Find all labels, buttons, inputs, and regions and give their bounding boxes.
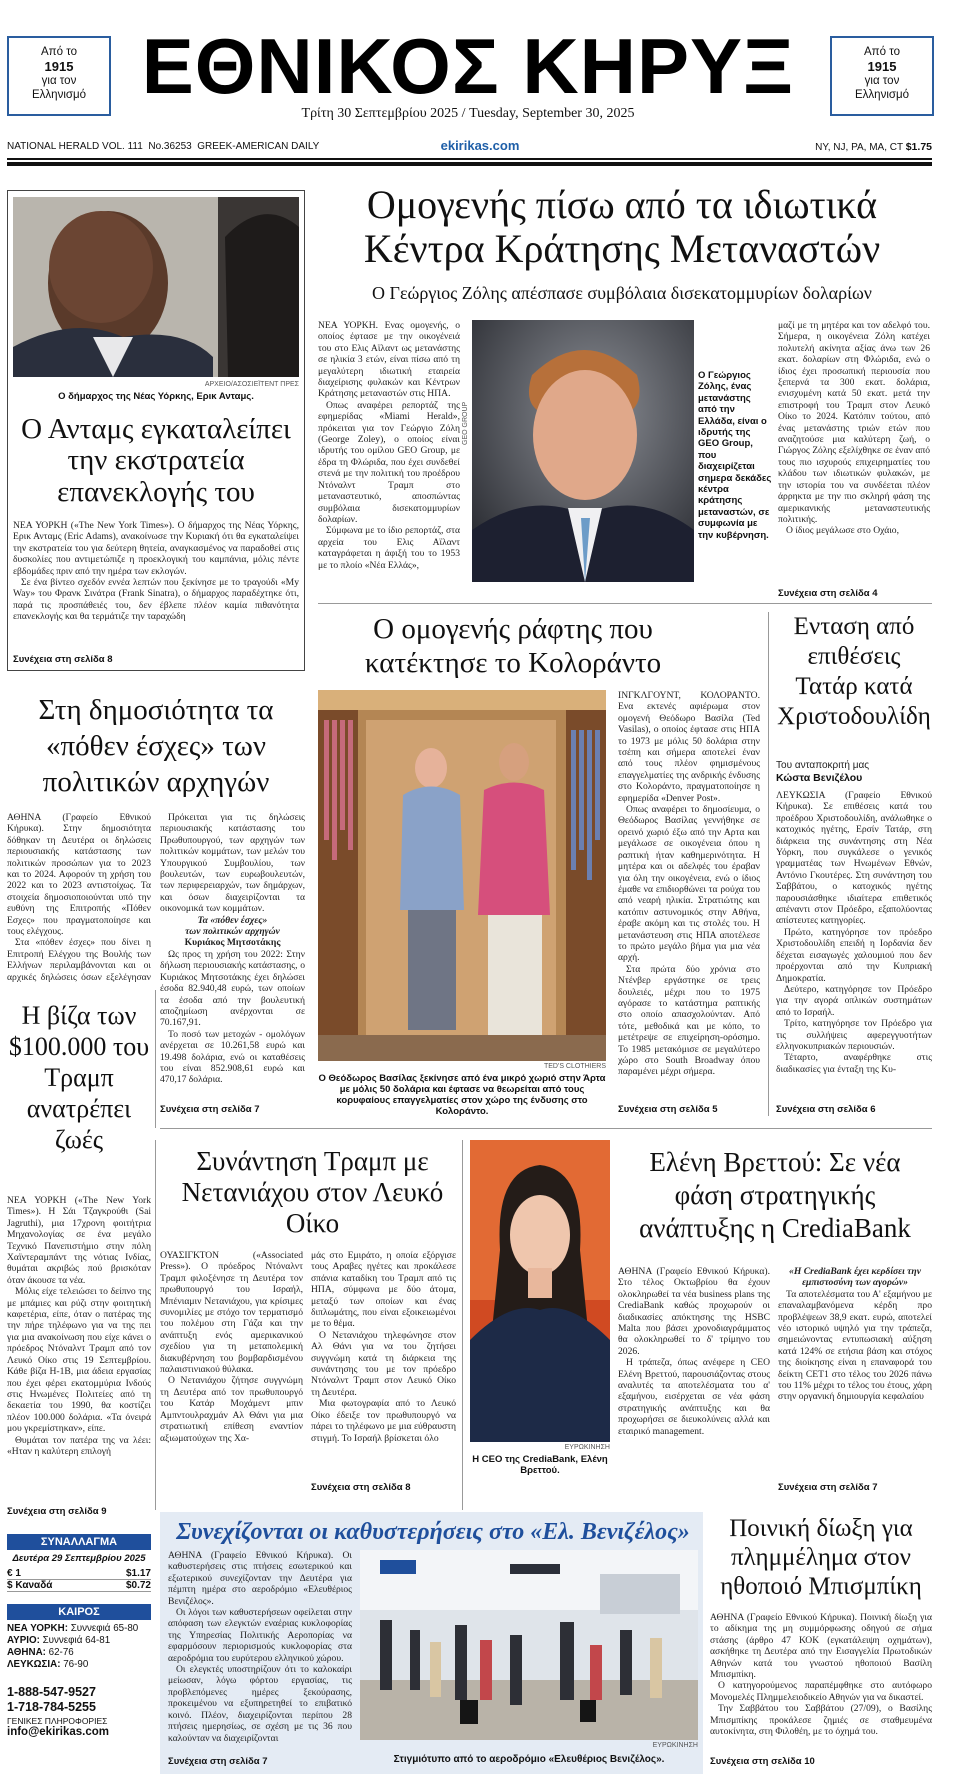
lead-subhead: Ο Γεώργιος Ζόλης απέσπασε συμβόλαια δισεκατομμυρίων δολαρίων bbox=[372, 283, 872, 303]
tatar-paragraph: Δεύτερο, κατηγόρησε τον Πρόεδρο για την αγορά οπλικών συστημάτων από το Ισραήλ. bbox=[776, 983, 932, 1018]
airport-body bbox=[168, 1550, 352, 1750]
tatar-body bbox=[776, 790, 932, 1090]
airport-terminal-image bbox=[360, 1550, 698, 1740]
exchange-label: € 1 bbox=[7, 1568, 21, 1579]
netanyahu-continued[interactable]: Συνέχεια στη σελίδα 8 bbox=[311, 1482, 411, 1493]
pothen-subhead: των πολιτικών αρχηγών bbox=[185, 926, 280, 938]
brettou-paragraph: Τα αποτελέσματα του Α' εξαμήνου με επαναλαμβανόμενα κέρδη προ προβλέψεων 38,9 εκατ. ευρώ, αποτελεί νέο ιστορικό υψηλό για την τράπεζα, σημειώνοντας εντυπωσιακή αύξηση κατά 124% σε ετήσια βάση και στόχος της διοίκησης είναι η επαναφορά του δείκτη CET1 στο τέλος του 2026 πάνω του 11% μέχρι το τέλος του έτους, χάρη στην οργανική δημιουργία κεφαλαίου bbox=[778, 1288, 932, 1403]
visa-continued[interactable]: Συνέχεια στη σελίδα 9 bbox=[7, 1506, 107, 1517]
pothen-paragraph: Πρόκειται για τις δηλώσεις περιουσιακής κατάστασης του Πρωθυπουργού, των αρχηγών των πολιτικών κομμάτων, των μελών του Υπουργικού Συμβουλίου, των βουλευτών, των ευρωβουλευτών, των περιφερειαρχών, των δημάρχων, και όσων διαχειρίζονται τα οικονομικά των κομμάτων. bbox=[160, 812, 305, 915]
lead-body-col3 bbox=[778, 320, 930, 582]
airport-photo-caption: Στιγμιότυπο από το αεροδρόμιο «Ελευθέριος Βενιζέλος». bbox=[393, 1754, 665, 1765]
visa-headline[interactable]: Η βίζα των $100.000 του Τραμπ ανατρέπει ζωές bbox=[8, 1001, 150, 1154]
masthead-rule-thick bbox=[7, 162, 932, 166]
tailor-body bbox=[618, 690, 760, 1088]
airport-paragraph: ΑΘΗΝΑ (Γραφείο Εθνικού Κήρυκα). Οι καθυστερήσεις στις πτήσεις εσωτερικού και εξωτερικού συνεχίζονταν την Δευτέρα για πέμπτη ημέρα στο αεροδρόμιο «Ελευθέριος Βενιζέλος». bbox=[168, 1550, 352, 1607]
netanyahu-paragraph: Ο Νετανιάχου ζήτησε συγγνώμη τη Δευτέρα από τον πρωθυπουργό του Κατάρ Μοχάμεντ μπιν Αμπντουλραχμάν Αλ Θάνι για μια στρατιωτική επίθεση εναντίον αξιωματούχων της Χα- bbox=[160, 1375, 303, 1444]
visa-paragraph: ΝΕΑ ΥΟΡΚΗ («The New York Times»). Η Σάι Τζαγκρούθι (Sai Jagruthi), μια 17χρονη φοιτήτρια Μηχανολογίας σε ένα μεγάλο Τεχνικό Πανεπιστήμιο στην πόλη Χαϊντεραμπάντ της νότιας Ινδίας, θυμάται ακριβώς πού βρισκόταν όταν άκουσε τα νέα. bbox=[7, 1195, 151, 1286]
adams-paragraph: ΝΕΑ ΥΟΡΚΗ («The New York Times»). Ο δήμαρχος της Νέας Υόρκης, Ερικ Ανταμς (Eric Adams), ανακοίνωσε την Κυριακή ότι θα εγκαταλείψει την εκστρατεία του για δεύτερη θητεία, αναγκασμένος να παραδοθεί στις δυσκολίες που αντιμετώπιζε η προεκλογική του καμπάνια, μόλις πέντε εβδομάδες πριν από την ημέρα των εκλογών. bbox=[13, 520, 299, 577]
weather-label: ΑΘΗΝΑ: bbox=[7, 1647, 46, 1658]
contact-phone[interactable]: 1-888-547-9527 bbox=[7, 1685, 96, 1699]
contact-phone[interactable]: 1-718-784-5255 bbox=[7, 1700, 96, 1714]
lead-continued[interactable]: Συνέχεια στη σελίδα 4 bbox=[778, 588, 878, 599]
badge-line4: Ελληνισμό bbox=[855, 88, 909, 101]
website-link[interactable]: ekirikas.com bbox=[440, 138, 520, 153]
masthead-title: ΕΘΝΙΚΟΣ ΚΗΡΥΞ bbox=[141, 22, 795, 110]
weather-title: ΚΑΙΡΟΣ bbox=[7, 1604, 151, 1620]
airport-headline[interactable]: Συνεχίζονται οι καθυστερήσεις στο «Ελ. Βενιζέλος» bbox=[176, 1519, 690, 1545]
adams-photo-credit: ΑΡΧΕΙΟ/ΑΣΟΣΙΕΪΤΕΝΤ ΠΡΕΣ bbox=[204, 381, 299, 388]
exchange-value: $1.17 bbox=[125, 1568, 151, 1579]
brettou-photo bbox=[470, 1140, 610, 1442]
weather-row bbox=[7, 1635, 151, 1647]
weather-value: Συννεφιά 65-80 bbox=[70, 1623, 139, 1634]
lead-paragraph: Σύμφωνα με το ίδιο ρεπορτάζ, στα αρχεία του Ελις Αϊλαντ καταγράφεται η άφιξή του το 1953 με το πλοίο «Νέα Ελλάς», bbox=[318, 525, 460, 571]
price: $1.75 bbox=[905, 141, 932, 153]
adams-photo-caption: Ο δήμαρχος της Νέας Υόρκης, Ερικ Ανταμς. bbox=[58, 391, 254, 402]
exchange-row bbox=[7, 1580, 151, 1592]
contact-label: ΓΕΝΙΚΕΣ ΠΛΗΡΟΦΟΡΙΕΣ bbox=[7, 1716, 108, 1726]
lead-paragraph: ΝΕΑ ΥΟΡΚΗ. Ενας ομογενής, ο οποίος έφτασε με την οικογένειά του στο Ελις Αϊλαντ ως μετανάστης σε ηλικία 3 ετών, είναι πίσω από τη μεγαλύτερη ιδιωτική εταιρεία διαχείρισης φυλακών και Κέντρων Κράτησης μεταναστών στις ΗΠΑ. bbox=[318, 320, 460, 400]
pothen-body-col2 bbox=[160, 812, 305, 1104]
pothen-subhead: Τα «πόθεν έσχες» bbox=[197, 914, 268, 926]
brettou-subhead: «Η CrediaBank έχει κερδίσει την εμπιστοσύνη των αγορών» bbox=[789, 1266, 921, 1289]
netanyahu-paragraph: Μια φωτογραφία από το Λευκό Οίκο έδειξε τον πρωθυπουργό να πάρει το τηλέφωνο με μια εύθραυστη στιγμή. Το Ισραήλ βρίσκεται όλο bbox=[311, 1398, 456, 1444]
tailor-photo-credit: TED'S CLOTHIERS bbox=[543, 1063, 606, 1070]
actor-paragraph: Ο κατηγορούμενος παραπέμφθηκε στο αυτόφωρο Μονομελές Πλημμελειοδικείο Αθηνών για να δικαστεί. bbox=[710, 1680, 932, 1703]
section-rule bbox=[160, 1128, 932, 1129]
lead-paragraph: μαζί με τη μητέρα και τον αδελφό του. Σήμερα, η οικογένεια Ζόλη κατέχει πολυτελή ακίνητα αξίας άνω των 26 εκατ. δολαρίων στη Φλώριδα, ενώ ο ίδιος έχει προσωπική περιουσία που ξεπερνά τα 300 εκατ. δολάρια, ενισχυμένη κατά 50 εκατ. μετά την επιστροφή του Τραμπ στον Λευκό Οίκο το 2024. Κατόπιν τούτου, από ένας μετανάστης τριών ετών που αναζητούσε μια καλύτερη ζωή, ο Γιώργος Ζόλης εξελίχθηκε σε έναν από τους πιο ισχυρούς επιχειρηματίες του κλάδου των ιδιωτικών φυλακών, με την ιστορία του να συνδέεται πλέον άρρηκτα με την πιο σκληρή φάση της αμερικανικής μεταναστευτικής πολιτικής. bbox=[778, 320, 930, 525]
contact-box bbox=[7, 1685, 151, 1738]
airport-photo bbox=[360, 1550, 698, 1740]
since-1915-badge-left bbox=[7, 36, 111, 116]
brettou-body-col1 bbox=[618, 1266, 770, 1486]
masthead-rule bbox=[7, 158, 932, 160]
adams-photo bbox=[13, 197, 299, 377]
weather-value: Συννεφιά 64-81 bbox=[42, 1635, 111, 1646]
netanyahu-paragraph: μάς στο Εμιράτο, η οποία εξόργισε τους Αραβες ηγέτες και προκάλεσε σπάνια καταδίκη του Τραμπ από τις ΗΠΑ, σύμφωνα με δύο άτομα, μεταξύ των οποίων και ένας διπλωμάτης, που είναι εξοικειωμένοι με το θέμα. bbox=[311, 1250, 456, 1330]
adams-body bbox=[13, 520, 299, 648]
weather-value: 62-76 bbox=[48, 1647, 74, 1658]
tatar-paragraph: ΛΕΥΚΩΣΙΑ (Γραφείο Εθνικού Κήρυκα). Σε επιθέσεις κατά του προέδρου Χριστοδουλίδη, ανάλωθηκε ο κατοχικός ηγέτης, Ερσίν Τατάρ, στη διάρκεια της συνάντησης στη Νέα Υόρκη, που συγκάλεσε ο γενικός γραμματέας των Ηνωμένων Εθνών, Αντόνιο Γκουτέρες. Στη συνάντηση του Σαββάτου, ο κατοχικός ηγέτης παρουσιάσθηκε ιδιαίτερα επιθετικός απέναντι στον Πρόεδρο, εξαπολύοντας απίστευτες κατηγορίες. bbox=[776, 790, 932, 927]
badge-line1: Από το bbox=[864, 46, 900, 58]
adams-portrait-image bbox=[13, 197, 299, 377]
badge-year: 1915 bbox=[44, 58, 74, 74]
actor-continued[interactable]: Συνέχεια στη σελίδα 10 bbox=[710, 1756, 815, 1767]
tailor-paragraph: Οπως αναφέρει το δημοσίευμα, ο Θεόδωρος Βασίλας γεννήθηκε σε ορεινό χωριό έξω από την Αρτα και μεγάλωσε σε οικογένεια όπου η ραπτική ήταν καθημερινότητα. Η μητέρα και οι αδελφές του έραβαν για όλη την οικογένεια, ενώ ο ίδιος έμαθε να επιδιορθώνει τα ρούχα του από νεαρή ηλικία. Στρατιώτης και κατόπιν αστυνομικός στην Αθήνα, έραβε ακόμη και τις στολές του. Η μετανάστευση στις ΗΠΑ αποτέλεσε το πρώτο μεγάλο βήμα για μια νέα αρχή. bbox=[618, 804, 760, 964]
badge-line4: Ελληνισμό bbox=[32, 88, 86, 101]
tatar-paragraph: Τρίτο, κατηγόρησε τον Πρόεδρο για τις συλλήψεις αφερεγγυοτήτων ελληνοκυπριακών περιουσιών. bbox=[776, 1018, 932, 1052]
tailor-shop-image bbox=[318, 690, 606, 1061]
lead-body-col1 bbox=[318, 320, 460, 582]
adams-headline[interactable]: Ο Ανταμς εγκαταλείπει την εκστρατεία επανεκλογής του bbox=[21, 413, 291, 508]
brettou-body-col2 bbox=[778, 1266, 932, 1476]
pothen-paragraph: ΑΘΗΝΑ (Γραφείο Εθνικού Κήρυκα). Στην δημοσιότητα δόθηκαν τη Δευτέρα οι δηλώσεις περιουσιακής κατάστασης των πολιτικών προσώπων για το 2023 και το 2024. Αφορούν τη χρήση του 2022 και το 2023 αντιστοίχως. Τα στοιχεία δημοσιοποιούνται υπό την ευθύνη της Επιτροπής «Πόθεν Εσχες» που πραγματοποίησε και τους ελέγχους. bbox=[7, 812, 151, 938]
adams-paragraph: Σε ένα βίντεο σχεδόν εννέα λεπτών που ξεκίνησε με το τραγούδι «My Way» του Φρανκ Σινάτρα (Frank Sinatra), ο δήμαρχος παραδέχτηκε ότι, παρά τις προσπάθειές του, δεν έβλεπε πλέον καμία πιθανότητα επανεκλογής και θα τερμάτιζε την ταραχώδη bbox=[13, 577, 299, 623]
badge-line3: για τον bbox=[41, 75, 77, 87]
zoley-photo-caption: Ο Γεώργιος Ζόλης, ένας μετανάστης από την Ελλάδα, είναι ο ιδρυτής της GEO Group, που διαχειρίζεται σημερα δεκάδες κέντρα κράτησης μεταναστών, σε συμφωνία με την κυβέρνηση. bbox=[698, 370, 772, 541]
exchange-label: $ Καναδά bbox=[7, 1580, 53, 1591]
netanyahu-paragraph: Ο Νετανιάχου τηλεφώνησε στον Αλ Θάνι για να του ζητήσει συγγνώμη κατά τη διάρκεια της συνάντησης του με τον πρόεδρο Ντόναλντ Τραμπ στον Λευκό Οίκο τη Δευτέρα. bbox=[311, 1329, 456, 1398]
column-rule bbox=[768, 612, 769, 1116]
airport-paragraph: Οι λόγοι των καθυστερήσεων οφείλεται στην απόφαση των ελεγκτών εναέριας κυκλοφορίας της Υπηρεσίας Πολιτικής Αεροπορίας να εφαρμόσουν περιορισμούς κυκλοφορίας στα αεροδρόμια του ευρύτερου ελληνικού χώρου. bbox=[168, 1607, 352, 1664]
airport-photo-credit: ΕΥΡΩΚΙΝΗΣΗ bbox=[652, 1742, 698, 1749]
weather-label: ΛΕΥΚΩΣΙΑ: bbox=[7, 1659, 61, 1670]
brettou-portrait-image bbox=[470, 1140, 610, 1442]
netanyahu-paragraph: ΟΥΑΣΙΓΚΤΟΝ («Associated Press»). Ο πρόεδρος Ντόναλντ Τραμπ φιλοξένησε τη Δευτέρα τον πρωθυπουργό του Ισραήλ, Μπένιαμιν Νετανιάχου, για κρίσιμες συνομιλίες με στόχο τον τερματισμό του πολέμου στη Γάζα και την ανάπτυξη ενός αμερικανικού σχεδίου για τη μεταπολεμική διακυβέρνηση του βομβαρδισμένου παλαιστινιακού θύλακα. bbox=[160, 1250, 303, 1376]
masthead-date: Τρίτη 30 Σεπτεμβρίου 2025 / Tuesday, September 30, 2025 bbox=[301, 106, 635, 121]
badge-line1: Από το bbox=[41, 46, 77, 58]
issue-info: NATIONAL HERALD VOL. 111 No.36253 GREEK-AMERICAN DAILY bbox=[7, 141, 320, 152]
pothen-continued[interactable]: Συνέχεια στη σελίδα 7 bbox=[160, 1104, 260, 1115]
actor-headline[interactable]: Ποινική δίωξη για πλημμέλημα στον ηθοποιό Μπισμπίκη bbox=[720, 1515, 922, 1600]
exchange-row bbox=[7, 1568, 151, 1580]
weather-label: ΑΥΡΙΟ: bbox=[7, 1635, 40, 1646]
lead-headline[interactable]: Ομογενής πίσω από τα ιδιωτικά Κέντρα Κράτησης Μεταναστών bbox=[363, 182, 881, 271]
weather-row bbox=[7, 1659, 151, 1671]
visa-paragraph: Θυμάται τον πατέρα της να λέει: «Ηταν η καλύτερη επιλογή bbox=[7, 1434, 151, 1457]
pothen-paragraph: Ως προς τη χρήση του 2022: Στην δήλωση περιουσιακής κατάστασης, ο Κυριάκος Μητσοτάκης έχει δηλώσει έσοδα 82.940,48 ευρώ, των οποίων τα έσοδα από την βουλευτική αποζημίωση ανέρχονται σε 70.167,91. bbox=[160, 948, 305, 1029]
tatar-continued[interactable]: Συνέχεια στη σελίδα 6 bbox=[776, 1104, 876, 1115]
tailor-paragraph: Στα πρώτα δύο χρόνια στο Ντένβερ εργάστηκε σε τρεις δουλειές, μέχρι που το 1975 αγόρασε το κατάστημα ραπτικής στο οποίο απασχολούνταν. Από τότε, μεθοδικά και με κόπο, το μετέτρεψε σε επιχείρηση-ορόσημο. Το 1985 μετακόμισε σε μεγαλύτερο χώρο στο South Broadway όπου παραμένει μέχρι σήμερα. bbox=[618, 963, 760, 1078]
actor-paragraph: Την Σαββάτου του Σαββάτου (27/09), ο Βασίλης Μπισμπίκης προκάλεσε ζημιές σε σταθμευμένα αυτοκίνητα, στη Φιλοθέη, με το όχημά του. bbox=[710, 1703, 932, 1738]
tailor-headline[interactable]: Ο ομογενής ράφτης που κατέκτησε το Κολοράντο bbox=[364, 613, 662, 679]
tatar-paragraph: Τέταρτο, αναφέρθηκε στις διαδικασίες για ένταξη της Κυ- bbox=[776, 1052, 932, 1075]
badge-line3: για τον bbox=[864, 75, 900, 87]
actor-paragraph: ΑΘΗΝΑ (Γραφείο Εθνικού Κήρυκα). Ποινική δίωξη για το αδίκημα της μη συμμόρφωσης οδηγού σε σήμα στάσης (άρθρο 47 ΚΟΚ (εγκατάλειψη οχημάτων), ασκήθηκε τη Δευτέρα από την Εισαγγελία Πρωτοδικών Αθηνών κατά του γνωστού ηθοποιού Βασίλη Μπισμπίκη. bbox=[710, 1612, 932, 1681]
pothen-subhead: Κυριάκος Μητσοτάκης bbox=[184, 937, 281, 949]
tailor-paragraph: ΙΝΓΚΛΓΟΥΝΤ, ΚΟΛΟΡΑΝΤΟ. Ενα εκτενές αφιέρωμα στον ομογενή Θεόδωρο Βασίλα (Ted Vasilas), ο οποίος έφτασε στις ΗΠΑ το 1973 με μόλις 50 δολάρια στην τσέπη και σήμερα αποτελεί έναν από τους πλέον φημισμένους επαγγελματίες της ανδρικής ένδυσης στο Κολοράντο, πραγματοποίησε η εφημερίδα «Denver Post». bbox=[618, 690, 760, 804]
airport-paragraph: Οι ελεγκτές υποστηρίζουν ότι το καλοκαίρι μείωσαν, λόγω φόρτου εργασίας, τις προβλεπόμενες ημέρες ξεκούρασης, προκειμένου να εξυπηρετηθεί το επιβατικό κοινό. Πλέον, διαχειρίζονται περίπου 28 πτήσεις ημερησίως, σε σχέση με τις 36 που καλούνταν να διαχειρίζονται bbox=[168, 1664, 352, 1744]
tailor-continued[interactable]: Συνέχεια στη σελίδα 5 bbox=[618, 1104, 718, 1115]
pothen-body-col1 bbox=[7, 812, 151, 984]
badge-year: 1915 bbox=[867, 58, 897, 74]
exchange-value: $0.72 bbox=[125, 1580, 151, 1591]
actor-body bbox=[710, 1612, 932, 1752]
brettou-headline[interactable]: Ελένη Βρεττού: Σε νέα φάση στρατηγικής ανάπτυξης η CrediaBank bbox=[639, 1147, 911, 1243]
column-rule bbox=[462, 1140, 463, 1510]
lead-paragraph: Ο ίδιος μεγάλωσε στο Οχάιο, bbox=[786, 525, 900, 537]
since-1915-badge-right bbox=[830, 36, 934, 116]
netanyahu-headline[interactable]: Συνάντηση Τραμπ με Νετανιάχου στον Λευκό Οίκο bbox=[181, 1146, 444, 1238]
exchange-date: Δευτέρα 29 Σεπτεμβρίου 2025 bbox=[12, 1553, 146, 1564]
tatar-byline: Του ανταποκριτή μας bbox=[776, 760, 870, 771]
visa-body bbox=[7, 1195, 151, 1497]
brettou-photo-caption: Η CEO της CrediaBank, Ελένη Βρεττού. bbox=[472, 1454, 608, 1476]
netanyahu-body-col1 bbox=[160, 1250, 303, 1485]
weather-label: ΝΕΑ ΥΟΡΚΗ: bbox=[7, 1623, 68, 1634]
zoley-photo bbox=[472, 320, 694, 582]
section-rule bbox=[318, 603, 932, 604]
lead-photo-credit: GEO GROUP bbox=[462, 401, 469, 445]
pothen-paragraph: Στα «πόθεν έσχες» που δίνει η Επιτροπή Ελέγχου της Βουλής των Ελλήνων περιλαμβάνονται και οι αρχικές δηλώσεις όσων εξελέγησαν bbox=[7, 937, 151, 983]
tailor-photo bbox=[318, 690, 606, 1061]
pothen-paragraph: Το ποσό των μετοχών - ομολόγων ανέρχεται σε 10.261,58 ευρώ και 19.498 δολάρια, ενώ οι καταθέσεις του είναι 852.908,61 ευρώ και 470,17 δολάρια. bbox=[160, 1028, 305, 1086]
visa-paragraph: Μόλις είχε τελειώσει το δείπνο της με μπάμιες και ρύζι στην φοιτητική καφετέρια, είπε, όταν ο πατέρας της την πήρε τηλέφωνο για να της πει για μια ανακοίνωση που είχε κάνει ο πρόεδρος Ντόναλντ Τραμπ από τον Λευκό Οίκο στις 19 Σεπτεμβρίου. Κάθε βίζα H-1B, μια άδεια εργασίας που έχει φέρει εκατομμύρια Ινδούς στις Ηνωμένες Πολιτείες από τη δεκαετία του 1990, θα κοστίζει πλέον 100.000 δολάρια. «Τα όνειρά μου γκρεμίστηκαν», είπε. bbox=[7, 1286, 151, 1435]
pothen-headline[interactable]: Στη δημοσιότητα τα «πόθεν έσχες» των πολιτικών αρχηγών bbox=[38, 694, 274, 798]
lead-paragraph: Οπως αναφέρει ρεπορτάζ της εφημερίδας «Miami Herald», πρόκειται για τον Γεώργιο Ζόλη (George Zoley), ο οποίος είναι ιδρυτής του ομίλου GEO Group, με έδρα τη Φλώριδα, που έχει συνδεθεί στενά με την πολιτική του προέδρου Ντόναλντ Τραμπ στο μεταναστευτικό, αποσπώντας συμβόλαια δισεκατομμυρίων δολαρίων. bbox=[318, 399, 460, 525]
exchange-box bbox=[7, 1534, 151, 1592]
contact-email[interactable]: info@ekirikas.com bbox=[7, 1726, 109, 1738]
brettou-paragraph: ΑΘΗΝΑ (Γραφείο Εθνικού Κήρυκα). Στο τέλος Οκτωβρίου θα έχουν ολοκληρωθεί τα νέα business plans της CrediaBank καθώς προχωρούν οι διαδικασίες απόκτησης της HSBC Malta που βάσει χρονοδιαγράμματος θα ολοκληρωθεί το δ' τρίμηνο του 2026. bbox=[618, 1266, 770, 1357]
airport-continued[interactable]: Συνέχεια στη σελίδα 7 bbox=[168, 1756, 268, 1767]
brettou-continued[interactable]: Συνέχεια στη σελίδα 7 bbox=[778, 1482, 878, 1493]
adams-continued[interactable]: Συνέχεια στη σελίδα 8 bbox=[13, 654, 113, 665]
tatar-paragraph: Πρώτο, κατηγόρησε τον πρόεδρο Χριστοδουλίδη επειδή η Ιορδανία δεν δέχεται εισαγωγές χαλουμιού που δεν προέρχονται από την Κυπριακή Δημοκρατία. bbox=[776, 926, 932, 984]
weather-value: 76-90 bbox=[63, 1659, 89, 1670]
tailor-photo-caption: Ο Θεόδωρος Βασίλας ξεκίνησε από ένα μικρό χωριό στην Άρτα με μόλις 50 δολάρια και έφτασε να θεωρείται από τους κορυφαίους επαγγελματίες στον χώρο της ένδυσης στο Κολοράντο. bbox=[318, 1073, 606, 1117]
price-info bbox=[815, 141, 932, 153]
weather-row bbox=[7, 1623, 151, 1635]
exchange-title: ΣΥΝΑΛΛΑΓΜΑ bbox=[7, 1534, 151, 1550]
weather-row bbox=[7, 1647, 151, 1659]
tatar-author: Κώστα Βενιζέλου bbox=[776, 772, 863, 784]
brettou-paragraph: Η τράπεζα, όπως ανέφερε η CEO Ελένη Βρεττού, παρουσιάζοντας στους αναλυτές τα αποτελέσματα του α' εξαμήνου, εισέρχεται σε νέα φάση στρατηγικής ανάπτυξης και θα προχωρήσει σε διευκολύνεις αλλά και εταιρικό management. bbox=[618, 1357, 770, 1437]
tatar-headline[interactable]: Ενταση από επιθέσεις Τατάρ κατά Χριστοδουλίδη bbox=[777, 613, 931, 730]
weather-box bbox=[7, 1604, 151, 1671]
netanyahu-body-col2 bbox=[311, 1250, 456, 1474]
distribution-states: NY, NJ, PA, MA, CT bbox=[815, 142, 903, 153]
column-rule bbox=[155, 990, 156, 1128]
zoley-portrait-image bbox=[472, 320, 694, 582]
brettou-photo-credit: ΕΥΡΩΚΙΝΗΣΗ bbox=[564, 1444, 610, 1451]
column-rule bbox=[155, 1140, 156, 1510]
